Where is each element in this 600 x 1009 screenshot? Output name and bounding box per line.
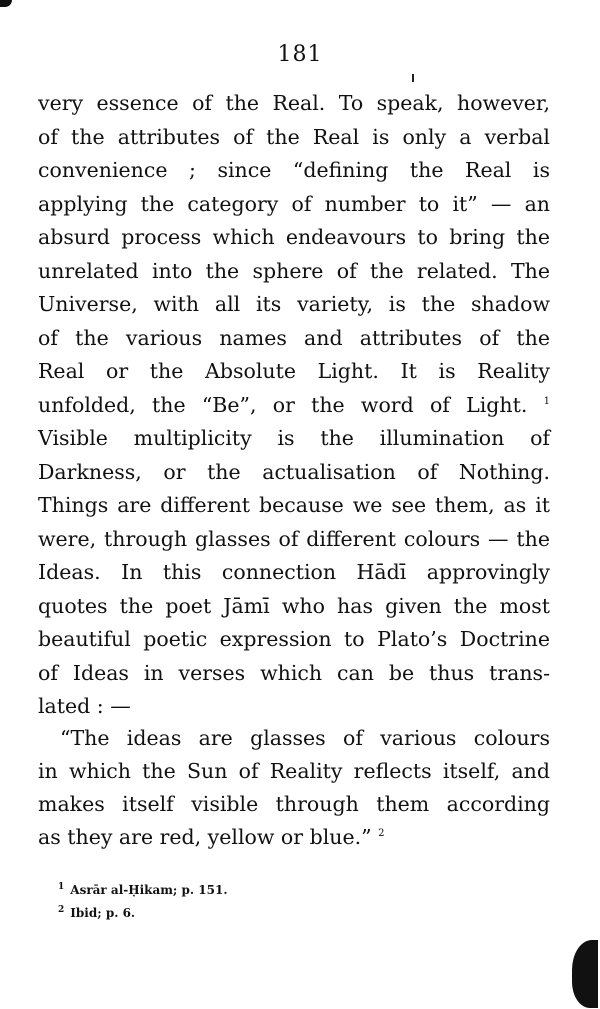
text-line: convenience ; since “defining the Real is — [38, 158, 550, 182]
text-line: Ideas. In this connection Hādī approvingly — [38, 560, 550, 584]
quote-line-content: as they are red, yellow or blue.” — [38, 825, 372, 849]
quote-line: makes itself visible through them according — [38, 792, 550, 816]
scan-edge-blot — [572, 940, 598, 1008]
page-number: 181 — [277, 42, 323, 67]
text-line: absurd process which endeavours to bring the — [38, 225, 550, 249]
text-line: of Ideas in verses which can be thus trans- — [38, 660, 550, 685]
scan-speck — [412, 74, 414, 82]
footnote-mark: 1 — [58, 882, 65, 892]
body-paragraph — [38, 87, 550, 724]
text-line: Things are different because we see them, as it — [38, 493, 550, 517]
text-line: Universe, with all its variety, is the shadow — [38, 292, 550, 316]
footnotes — [58, 877, 228, 923]
quote-line: “The ideas are glasses of various colours — [60, 726, 550, 750]
text-line: were, through glasses of different colours — the — [38, 526, 550, 551]
footnote — [58, 877, 228, 900]
quote-line-with-footnote — [38, 821, 550, 854]
text-line: of the various names and attributes of the — [38, 325, 550, 350]
footnote-reference: 1 — [543, 395, 550, 407]
text-line: unrelated into the sphere of the related. The — [38, 258, 550, 283]
footnote-reference: 2 — [378, 828, 385, 840]
text-line: quotes the poet Jāmī who has given the most — [38, 593, 550, 618]
text-line: Visible multiplicity is the illumination of — [38, 426, 550, 450]
quote-line: in which the Sun of Reality reflects itself, and — [38, 759, 550, 783]
text-line: lated : — — [38, 694, 131, 718]
block-quote — [38, 722, 550, 854]
scan-corner-mark — [0, 0, 12, 7]
footnote-mark: 2 — [58, 905, 65, 915]
text-line: applying the category of number to it” — an — [38, 191, 550, 216]
text-line-with-footnote — [38, 389, 550, 423]
text-line: Darkness, or the actualisation of Nothing. — [38, 459, 550, 484]
footnote — [58, 900, 228, 923]
text-line: Real or the Absolute Light. It is Reality — [38, 359, 550, 383]
footnote-text: Asrār al-Ḥikam; p. 151. — [70, 883, 228, 897]
text-line-content: unfolded, the “Be”, or the word of Light. — [38, 392, 528, 417]
text-line: very essence of the Real. To speak, however, — [38, 91, 550, 115]
text-line: of the attributes of the Real is only a verbal — [38, 124, 550, 149]
footnote-text: Ibid; p. 6. — [70, 906, 136, 920]
text-line: beautiful poetic expression to Plato’s Doctrine — [38, 627, 550, 651]
